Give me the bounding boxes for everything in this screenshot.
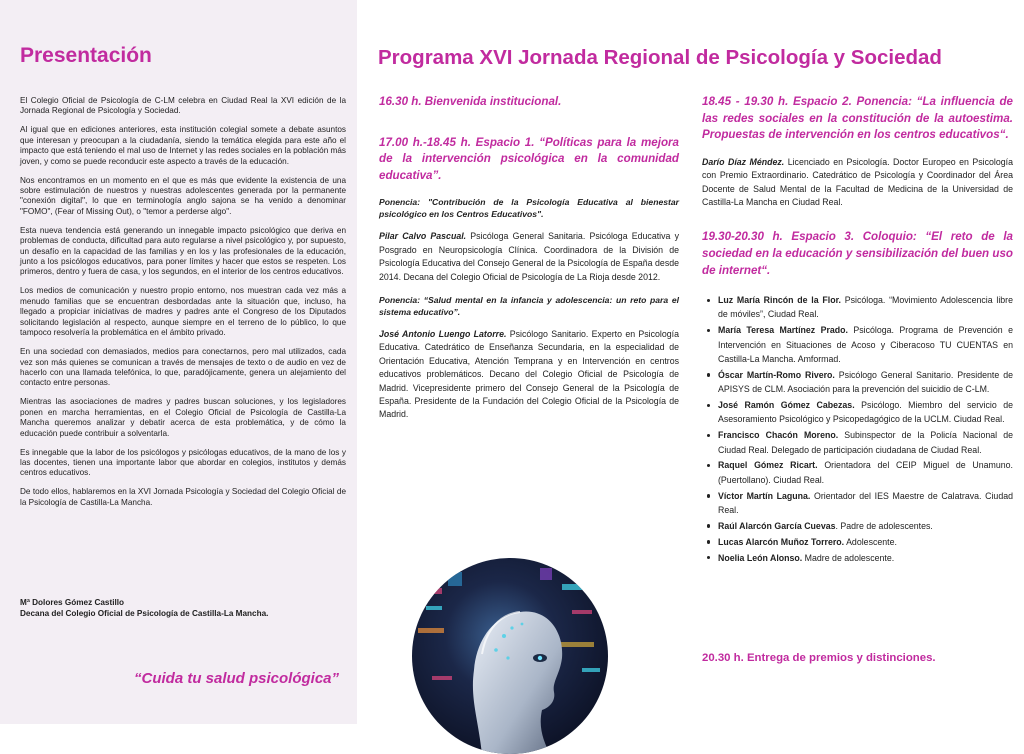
presentation-paragraph: El Colegio Oficial de Psicología de C-LM celebra en Ciudad Real la XVI edición de la Jornada Regional de Psicología y Sociedad.: [20, 96, 346, 116]
presentation-panel: [0, 0, 357, 724]
panelist-desc: Psicóloga. “Movimiento Adolescencia libre de móviles”, Ciudad Real.: [718, 295, 1014, 320]
presentation-body: [20, 96, 346, 517]
speaker-1-name: Pilar Calvo Pascual.: [379, 231, 467, 242]
ponencia-2: Ponencia: “Salud mental en la infancia y adolescencia: un reto para el sistema educativo”.: [379, 295, 679, 317]
speaker-1-bio: Psicóloga General Sanitaria. Psicóloga Educativa y Posgrado en Neuropsicología Clínica. Coordinadora de la División de Psicología Educativa del Consejo General de la Psicología de España desde 2014. Decana del Colegio Oficial de Psicología de La Rioja desde 2012.: [379, 231, 679, 282]
list-item: [718, 398, 1013, 427]
signature-role: Decana del Colegio Oficial de Psicología de Castilla-La Mancha.: [20, 609, 269, 618]
space2-heading: 18.45 - 19.30 h. Espacio 2. Ponencia: “La influencia de las redes sociales en la constitución de la autoestima. Propuestas de intervención en los centros educativos“.: [702, 95, 1013, 142]
speaker-3-bio: Licenciado en Psicología. Doctor Europeo en Psicología con Premio Extraordinario. Catedrático de Psicología y Coordinador del Área Docente de Salud Mental de la Facultad de Medicina de la Universidad de Castilla-La Mancha en Ciudad Real.: [702, 156, 1013, 207]
presentation-paragraph: Los medios de comunicación y nuestro propio entorno, nos muestran cada vez más a menudo familias que se encuentran desbordadas ante la situación que, incluso, ha llegado a propiciar iniciativas de madres y padres ante el Congreso de los Diputados solicitando legislación al respecto, aunque siempre en el terreno de lo público, lo que tampoco resolvería la problemática en el ámbito privado.: [20, 286, 346, 338]
speaker-3-name: Darío Díaz Méndez.: [702, 156, 785, 167]
program-column-2: [702, 94, 1013, 566]
speaker-2-bio: Psicólogo Sanitario. Experto en Psicología Educativa. Catedrático de Enseñanza Secundaria, en la especialidad de Orientación Educativa, Atención Temprana y en Intervención en centros educativos problemáticos. Decano del Colegio Oficial de Psicología de Madrid. Vicepresidente primero del Consejo General de la Psicología de España. Presidente de la Fundación del Colegio Oficial de la Psicología de Madrid.: [379, 329, 680, 420]
list-item: [718, 428, 1013, 457]
ai-head-illustration: [412, 558, 608, 754]
ai-head-image: [412, 558, 608, 754]
panelist-list: [702, 293, 1013, 565]
list-item: [718, 551, 1013, 565]
panelist-name: Víctor Martín Laguna.: [718, 490, 811, 501]
presentation-paragraph: Nos encontramos en un momento en el que es más que evidente la existencia de una sobre estimulación de nuestros y nuestras adolescentes generada por la permanente "conexión digital", lo que en terminología anglo sajona se ha venido a denominar "FOMO", (Fear of Missing Out), o "temor a perderse algo".: [20, 175, 346, 216]
panelist-name: Francisco Chacón Moreno.: [718, 430, 839, 441]
panelist-desc: Orientador del IES Maestre de Calatrava. Ciudad Real.: [718, 490, 1014, 515]
panelist-desc: . Padre de adolescentes.: [835, 520, 933, 531]
speaker-2-name: José Antonio Luengo Latorre.: [379, 329, 507, 339]
ponencia-1: Ponencia: "Contribución de la Psicología Educativa al bienestar psicológico en los Centros Educativos".: [379, 197, 679, 220]
speaker-2: [379, 328, 679, 422]
panelist-name: Noelia León Alonso.: [718, 552, 803, 563]
list-item: [718, 519, 1013, 533]
panelist-name: María Teresa Martínez Prado.: [718, 325, 848, 336]
panelist-desc: Psicólogo General Sanitario. Presidente de APISYS de CLM. Asociación para la prevención del suicidio de C-LM.: [718, 369, 1013, 395]
presentation-paragraph: Al igual que en ediciones anteriores, esta institución colegial somete a debate asuntos que interesan y preocupan a la ciudadanía, siendo la temática elegida para este año el impacto que está teniendo el mal uso de Internet y las redes sociales en la población más joven, y como se puede reconducir este aspecto a través de la educación.: [20, 125, 346, 166]
speaker-1: [379, 230, 679, 284]
list-item: [718, 323, 1013, 366]
panelist-desc: Madre de adolescente.: [802, 552, 895, 563]
program-title: Programa XVI Jornada Regional de Psicología y Sociedad: [378, 46, 942, 69]
panelist-desc: Orientadora del CEIP Miguel de Unamuno. (Puertollano). Ciudad Real.: [718, 460, 1013, 485]
presentation-paragraph: Mientras las asociaciones de madres y padres buscan soluciones, y los legisladores ponen en marcha herramientas, en el Colegio Oficial de Psicología de Castilla-La Mancha queremos analizar y debatir acerca de esta problemática, y de cómo la educación puede contribuir a solventarla.: [20, 397, 346, 438]
tagline: “Cuida tu salud psicológica”: [134, 670, 340, 687]
panelist-name: Raquel Gómez Ricart.: [718, 460, 818, 471]
presentation-paragraph: De todo ellos, hablaremos en la XVI Jornada Psicología y Sociedad del Colegio Oficial de la Psicología de Castilla-La Mancha.: [20, 487, 346, 507]
panelist-name: Óscar Martín-Romo Rivero.: [718, 369, 835, 380]
list-item: [718, 489, 1013, 518]
panelist-desc: Psicólogo. Miembro del servicio de Asesoramiento Psicológico y Psicopedagógico de la UCLM. Ciudad Real.: [718, 400, 1013, 425]
panelist-desc: Psicóloga. Programa de Prevención e Intervención en Situaciones de Acoso y Ciberacoso TU CUENTAS en Castilla-La Mancha. Amformad.: [718, 325, 1013, 364]
panelist-name: Lucas Alarcón Muñoz Torrero.: [718, 536, 845, 547]
list-item: [718, 368, 1013, 397]
space1-heading: 17.00 h.-18.45 h. Espacio 1. “Políticas para la mejora de la intervención psicológica en la comunidad educativa”.: [379, 135, 679, 182]
program-column-1: [379, 94, 679, 422]
panelist-desc: Adolescente.: [844, 536, 897, 547]
signature-block: [20, 597, 350, 619]
awards-item: 20.30 h. Entrega de premios y distinciones.: [702, 652, 936, 664]
panelist-name: Raúl Alarcón García Cuevas: [718, 520, 836, 531]
panelist-name: José Ramón Gómez Cabezas.: [718, 400, 855, 411]
welcome-item: 16.30 h. Bienvenida institucional.: [379, 95, 562, 108]
speaker-3: [702, 156, 1013, 210]
presentation-title: Presentación: [20, 44, 152, 67]
panelist-desc: Subinspector de la Policía Nacional de Ciudad Real. Delegado de participación ciudadana de Ciudad Real.: [718, 430, 1013, 455]
presentation-paragraph: En una sociedad con demasiados, medios para conectarnos, pero mal utilizados, cada vez son más quienes se comunican a través de mensajes de texto o de audio en vez de hacerlo con una llamada telefónica, lo que, paradójicamente, genera un alejamiento del contacto entre personas.: [20, 347, 346, 388]
presentation-paragraph: Es innegable que la labor de los psicólogos y psicólogas educativos, de la mano de los y las docentes, tienen una importante labor que abordar en colegios, institutos y demás centros educativos.: [20, 447, 346, 478]
list-item: [718, 293, 1013, 322]
list-item: [718, 535, 1013, 549]
presentation-paragraph: Esta nueva tendencia está generando un innegable impacto psicológico que deriva en problemas de conducta, dificultad para auto regularse a nivel psicológico y, por supuesto, un desafío en la capacidad de las familias y en los y las profesionales de la educación, junto a los psicólogos educativos, para poner límites y hacer que estos se respeten. Los primeros, dentro y fuera de casa, y los segundos, en el interior de los centros educativos.: [20, 225, 346, 277]
space3-heading: 19.30-20.30 h. Espacio 3. Coloquio: “El reto de la sociedad en la educación y sensibilización del buen uso de internet“.: [702, 230, 1013, 277]
panelist-name: Luz María Rincón de la Flor.: [718, 295, 841, 306]
list-item: [718, 458, 1013, 487]
signature-name: Mª Dolores Gómez Castillo: [20, 598, 125, 607]
